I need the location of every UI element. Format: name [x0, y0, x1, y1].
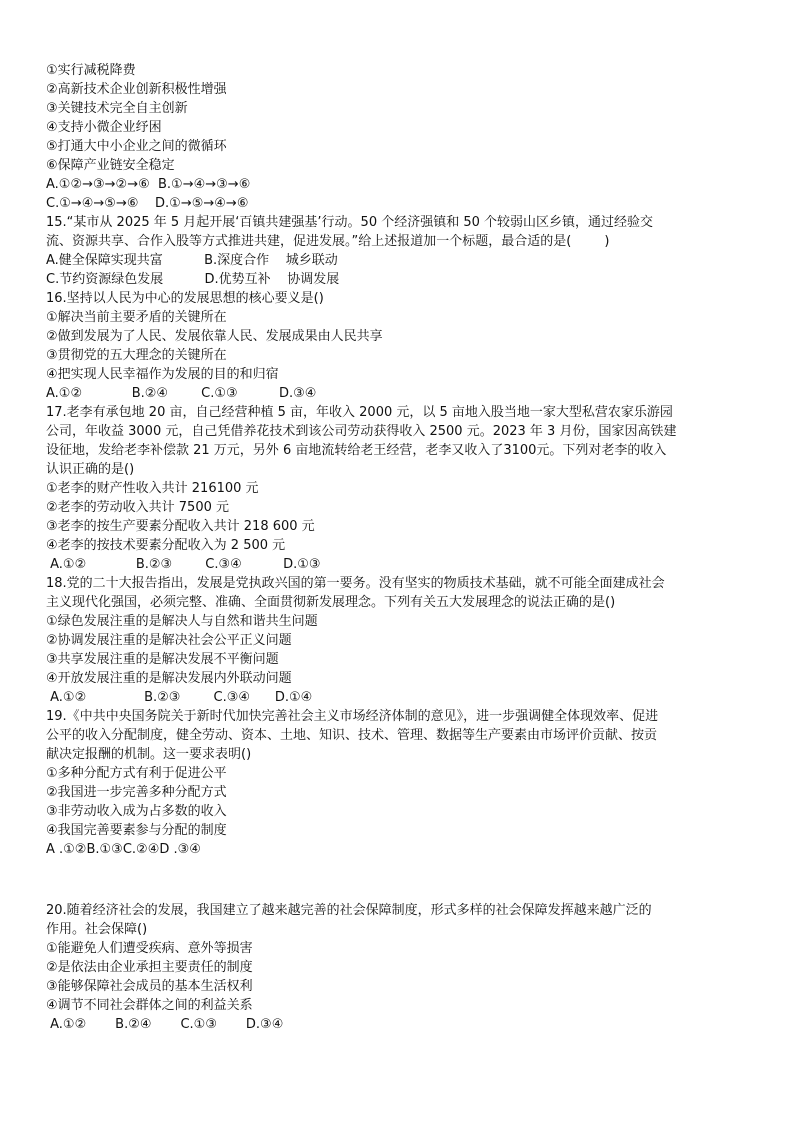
option-item: ④把实现人民幸福作为发展的目的和归宿: [46, 367, 279, 382]
option-item: ①能避免人们遭受疾病、意外等损害: [46, 941, 253, 956]
question-stem: 15.“某市从 2025 年 5 月起开展‘百镇共建强基’行动。50 个经济强镇和 50 个较弱山区乡镇，通过经验交: [46, 215, 654, 230]
option-item: ④调节不同社会群体之间的利益关系: [46, 998, 253, 1013]
option-item: ⑤打通大中小企业之间的微循环: [46, 139, 227, 154]
option-item: ③共享发展注重的是解决发展不平衡问题: [46, 652, 279, 667]
question-stem: 设征地，发给老李补偿款 21 万元，另外 6 亩地流转给老王经营，老李又收入了3100元。下列对老李的收入: [46, 443, 667, 458]
option-item: ②做到发展为了人民、发展依靠人民、发展成果由人民共享: [46, 329, 383, 344]
answer-choices: A.健全保障实现共富 B.深度合作 城乡联动: [46, 253, 338, 268]
answer-choices: A.①② B.②④ C.①③ D.③④: [46, 1017, 284, 1032]
option-item: ①老李的财产性收入共计 216100 元: [46, 481, 259, 496]
option-item: ①解决当前主要矛盾的关键所在: [46, 310, 227, 325]
question-stem: 主义现代化强国，必须完整、准确、全面贯彻新发展理念。下列有关五大发展理念的说法正确的是(): [46, 595, 616, 610]
question-stem: 20.随着经济社会的发展，我国建立了越来越完善的社会保障制度，形式多样的社会保障发挥越来越广泛的: [46, 903, 652, 918]
option-item: ④支持小微企业纾困: [46, 120, 162, 135]
answer-choices: A.①② B.②④ C.①③ D.③④: [46, 386, 317, 401]
option-item: ③老李的按生产要素分配收入共计 218 600 元: [46, 519, 315, 534]
answer-choices: A .①②B.①③C.②④D .③④: [46, 842, 201, 857]
question-15: [46, 213, 756, 289]
option-item: ②是依法由企业承担主要责任的制度: [46, 960, 253, 975]
question-stem: 公司，年收益 3000 元，自己凭借养花技术到该公司劳动获得收入 2500 元。2023 年 3 月份，国家因高铁建: [46, 424, 677, 439]
option-item: ②老李的劳动收入共计 7500 元: [46, 500, 230, 515]
question-stem: 作用。社会保障(): [46, 922, 148, 937]
answer-choices: C.①→④→⑤→⑥ D.①→⑤→④→⑥: [46, 196, 249, 211]
option-item: ⑥保障产业链安全稳定: [46, 158, 175, 173]
option-item: ①多种分配方式有利于促进公平: [46, 766, 227, 781]
question-stem: 19.《中共中央国务院关于新时代加快完善社会主义市场经济体制的意见》，进一步强调健全体现效率、促进: [46, 709, 659, 724]
option-item: ③能够保障社会成员的基本生活权利: [46, 979, 253, 994]
q14-continued: [46, 61, 756, 213]
question-stem: 献决定报酬的机制。这一要求表明(): [46, 747, 252, 762]
option-item: ②高新技术企业创新积极性增强: [46, 82, 227, 97]
question-18: [46, 574, 756, 707]
option-item: ④开放发展注重的是解决发展内外联动问题: [46, 671, 292, 686]
answer-choices: A.①②→③→②→⑥ B.①→④→③→⑥: [46, 177, 251, 192]
question-stem: 18.党的二十大报告指出，发展是党执政兴国的第一要务。没有坚实的物质技术基础，就不可能全面建成社会: [46, 576, 665, 591]
option-item: ①实行减税降费: [46, 63, 136, 78]
option-item: ①绿色发展注重的是解决人与自然和谐共生问题: [46, 614, 318, 629]
blank-gap: [46, 859, 756, 901]
question-16: [46, 289, 756, 403]
question-stem: 认识正确的是(): [46, 462, 135, 477]
question-stem: 公平的收入分配制度，健全劳动、资本、土地、知识、技术、管理、数据等生产要素由市场评价贡献、按贡: [46, 728, 658, 743]
question-stem: 16.坚持以人民为中心的发展思想的核心要义是(): [46, 291, 324, 306]
answer-choices: A.①② B.②③ C.③④ D.①④: [46, 690, 313, 705]
question-stem: 17.老李有承包地 20 亩，自己经营种植 5 亩，年收入 2000 元，以 5 亩地入股当地一家大型私营农家乐游园: [46, 405, 673, 420]
question-19: [46, 707, 756, 859]
option-item: ③贯彻党的五大理念的关键所在: [46, 348, 227, 363]
question-17: [46, 403, 756, 574]
option-item: ④老李的按技术要素分配收入为 2 500 元: [46, 538, 286, 553]
option-item: ③非劳动收入成为占多数的收入: [46, 804, 227, 819]
option-item: ②协调发展注重的是解决社会公平正义问题: [46, 633, 292, 648]
answer-choices: A.①② B.②③ C.③④ D.①③: [46, 557, 321, 572]
question-stem: 流、资源共享、合作入股等方式推进共建，促进发展。”给上述报道加一个标题，最合适的是( ): [46, 234, 610, 249]
question-20: [46, 901, 756, 1034]
document-page: [46, 61, 756, 1034]
option-item: ③关键技术完全自主创新: [46, 101, 188, 116]
option-item: ④我国完善要素参与分配的制度: [46, 823, 227, 838]
answer-choices: C.节约资源绿色发展 D.优势互补 协调发展: [46, 272, 340, 287]
option-item: ②我国进一步完善多种分配方式: [46, 785, 227, 800]
